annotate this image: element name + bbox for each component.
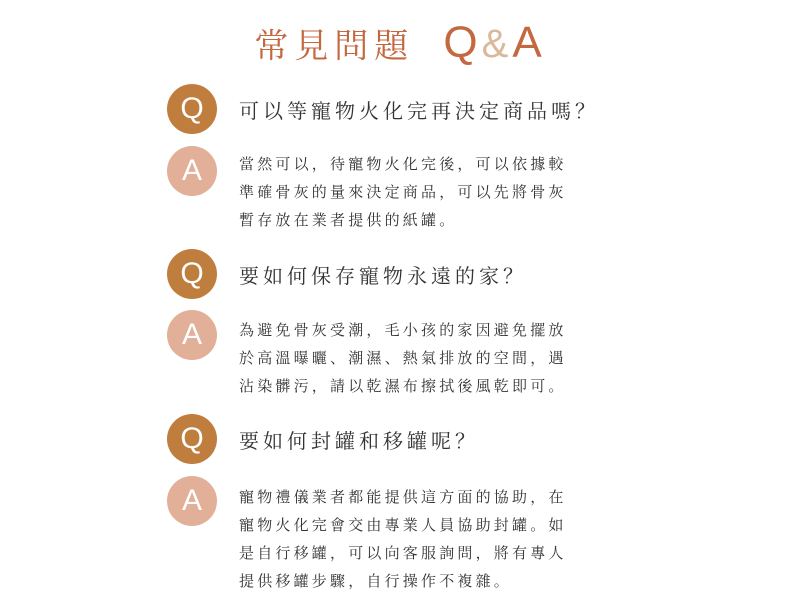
question-text-1: 可以等寵物火化完再決定商品嗎？ [239,99,599,123]
answer-marker-1: A [167,146,217,196]
question-marker-2: Q [167,249,217,299]
title-q: Q [443,18,482,67]
title-a: A [512,18,546,67]
question-marker-1: Q [167,84,217,134]
answer-text-2: 為避免骨灰受潮，毛小孩的家因避免擺放於高溫曝曬、潮濕、熱氣排放的空間，遇沾染髒污，請以乾濕布擦拭後風乾即可。 [239,321,567,395]
answer-text-3: 寵物禮儀業者都能提供這方面的協助，在寵物火化完會交由專業人員協助封罐。如是自行移罐，可以向客服詢問，將有專人提供移罐步驟，自行操作不複雜。 [239,488,567,590]
title-chinese: 常見問題 [254,26,415,67]
answer-text-1: 當然可以，待寵物火化完後，可以依據較準確骨灰的量來決定商品，可以先將骨灰暫存放在業者提供的紙罐。 [239,155,567,229]
answer-marker-2: A [167,310,217,360]
page-title [0,18,800,68]
question-marker-3: Q [167,414,217,464]
title-ampersand: & [481,22,513,66]
question-text-2: 要如何保存寵物永遠的家？ [239,264,527,288]
answer-marker-3: A [167,476,217,526]
question-text-3: 要如何封罐和移罐呢？ [239,429,479,453]
title-qa [443,18,545,67]
